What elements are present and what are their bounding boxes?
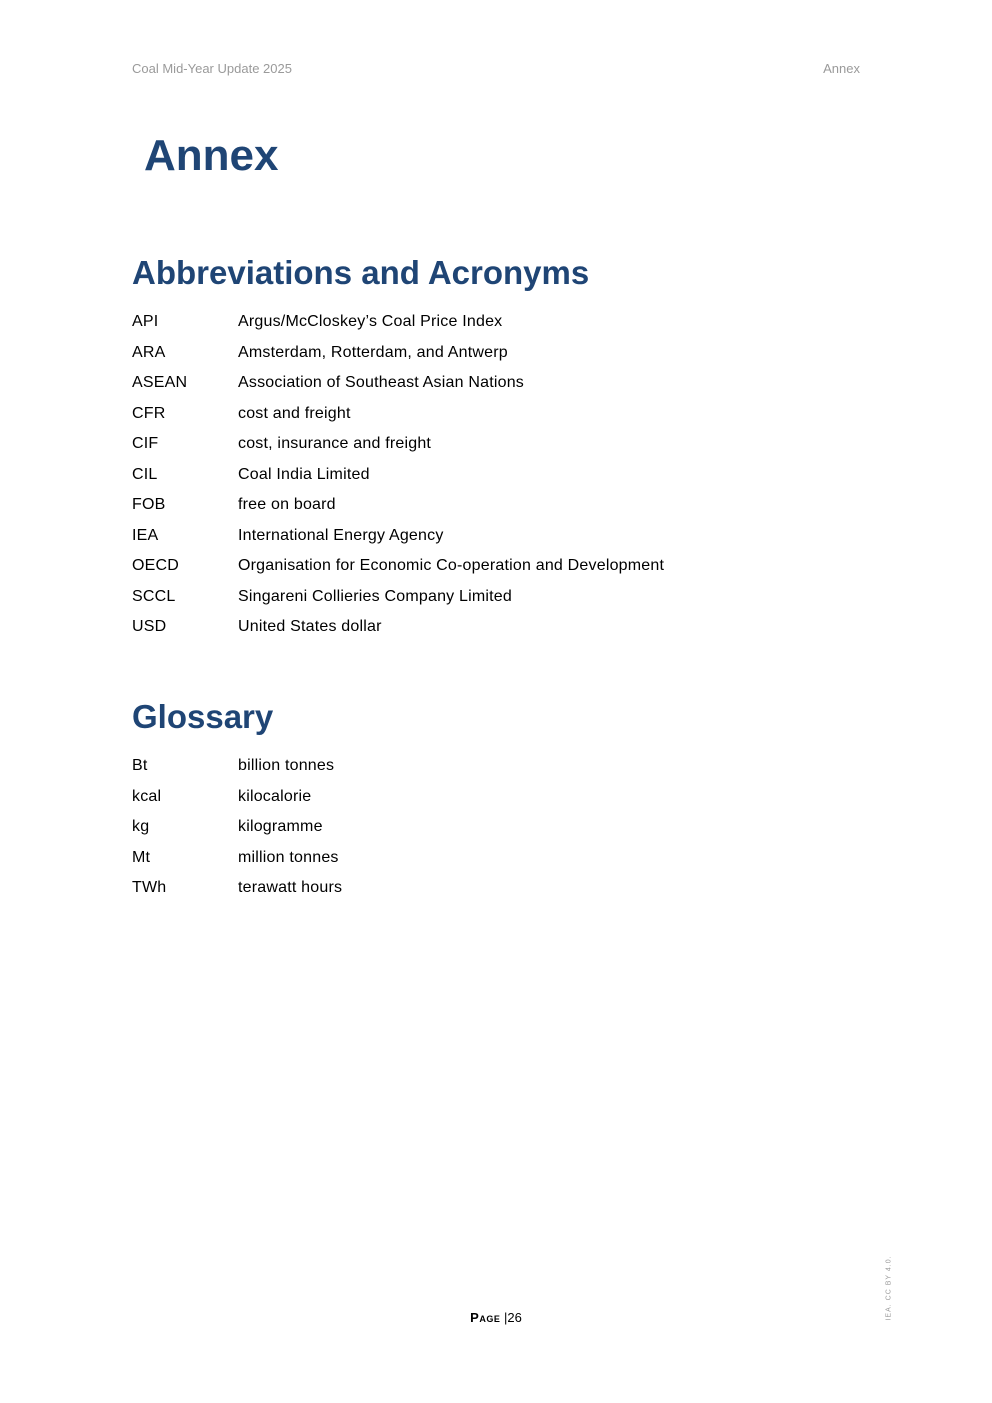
abbreviation-definition: cost, insurance and freight <box>238 435 432 452</box>
abbreviation-term: ASEAN <box>132 374 188 391</box>
abbreviations-heading: Abbreviations and Acronyms <box>132 254 590 291</box>
abbreviation-row <box>132 524 664 555</box>
abbreviation-term: CIL <box>132 465 158 483</box>
abbreviations-list <box>132 310 664 646</box>
abbreviation-term: OECD <box>132 557 180 574</box>
abbreviation-row <box>132 615 664 646</box>
abbreviation-term: API <box>132 313 159 330</box>
glossary-row <box>132 876 342 907</box>
abbreviation-definition: Amsterdam, Rotterdam, and Antwerp <box>238 343 508 361</box>
glossary-term: kcal <box>132 787 162 805</box>
glossary-term: kg <box>132 818 150 835</box>
glossary-row <box>132 815 342 846</box>
abbreviation-definition: Association of Southeast Asian Nations <box>238 374 524 391</box>
running-header <box>132 61 860 77</box>
abbreviation-row <box>132 341 664 372</box>
abbreviation-row <box>132 493 664 524</box>
glossary-term: Bt <box>132 757 148 774</box>
glossary-list <box>132 754 342 907</box>
page-label: Page <box>470 1310 501 1325</box>
glossary-term: Mt <box>132 848 151 866</box>
abbreviation-term: IEA <box>132 526 159 544</box>
abbreviation-definition: International Energy Agency <box>238 526 444 544</box>
glossary-definition: million tonnes <box>238 848 339 866</box>
abbreviation-definition: free on board <box>238 496 336 513</box>
glossary-term: TWh <box>132 879 167 896</box>
abbreviation-row <box>132 402 664 433</box>
header-document-title: Coal Mid-Year Update 2025 <box>132 61 292 76</box>
abbreviation-definition: Coal India Limited <box>238 465 370 483</box>
abbreviation-term: USD <box>132 618 167 635</box>
glossary-definition: kilocalorie <box>238 787 312 805</box>
abbreviation-term: CFR <box>132 404 166 422</box>
abbreviation-term: CIF <box>132 435 159 452</box>
abbreviation-row <box>132 554 664 585</box>
glossary-row <box>132 754 342 785</box>
abbreviation-row <box>132 310 664 341</box>
abbreviation-row <box>132 585 664 616</box>
page-number <box>0 1310 992 1325</box>
glossary-heading: Glossary <box>132 698 274 735</box>
page-separator: | <box>503 1310 508 1325</box>
abbreviation-term: FOB <box>132 496 166 513</box>
glossary-row <box>132 785 342 816</box>
abbreviation-row <box>132 463 664 494</box>
license-note: IEA. CC BY 4.0. <box>885 1255 893 1321</box>
chapter-title: Annex <box>144 131 279 180</box>
abbreviation-term: ARA <box>132 343 166 361</box>
glossary-definition: kilogramme <box>238 818 323 835</box>
abbreviation-term: SCCL <box>132 587 176 605</box>
glossary-row <box>132 846 342 877</box>
abbreviation-definition: Argus/McCloskey’s Coal Price Index <box>238 313 503 330</box>
abbreviation-definition: Organisation for Economic Co-operation and Development <box>238 557 665 574</box>
abbreviation-definition: United States dollar <box>238 618 382 635</box>
abbreviation-definition: Singareni Collieries Company Limited <box>238 587 512 605</box>
page-number-value: 26 <box>507 1310 522 1325</box>
glossary-definition: terawatt hours <box>238 879 343 896</box>
abbreviation-row <box>132 432 664 463</box>
header-section-name: Annex <box>823 61 860 76</box>
glossary-definition: billion tonnes <box>238 757 335 774</box>
abbreviation-row <box>132 371 664 402</box>
abbreviation-definition: cost and freight <box>238 404 351 422</box>
